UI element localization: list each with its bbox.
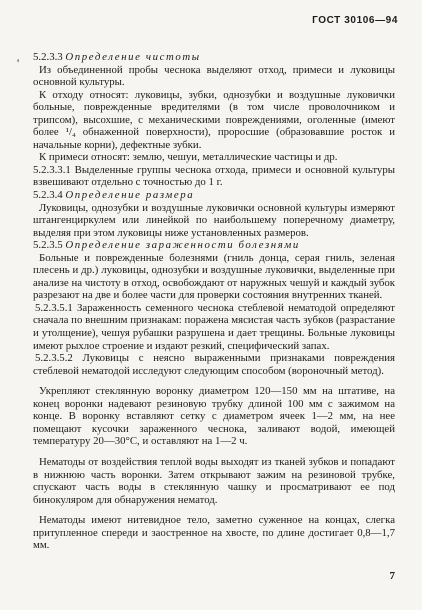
paragraph: Укрепляют стеклянную воронку диаметром 120—150 мм на штативе, на конец воронки надевают резиновую трубку длиной 100 мм с зажимом на конце. В воронку вставляют сетку с диаметром ячеек 1—2 мм, на нее помещают кусочки зараженного чеснока, заливают водой, имеющей температуру 20—30°C, и оставляют на 1—2 ч.	[33, 385, 395, 448]
section-heading-purity	[33, 51, 395, 64]
paragraph: К примеси относят: землю, чешуи, металлические частицы и др.	[39, 151, 338, 164]
paragraph: К отходу относят: луковицы, зубки, однозубки и воздушные луковички больные, поврежденные вредителями (в том числе проволочником и трипсом), высохшие, с механическими повреждениями, оголенные (имеют более ¹/₄ обнаженной поверхности), проросшие (образовавшие росток и начальные корни), дефектные зубки.	[33, 88, 395, 151]
paragraph: 5.2.3.5.2 Луковицы с неясно выраженными признаками повреждения стеблевой нематодой исследуют следующим способом (вороночный метод).	[33, 352, 395, 377]
paragraph: Из объединенной пробы чеснока выделяют отход, примеси и луковицы основной культуры.	[33, 63, 395, 89]
paragraph: 5.2.3.3.1 Выделенные группы чеснока отхода, примеси и основной культуры взвешивают отдельно с точностью до 1 г.	[33, 163, 395, 189]
section-title: Определение чистоты	[65, 51, 201, 63]
margin-mark: '	[17, 56, 20, 70]
section-heading-size	[33, 189, 395, 202]
section-number: 5.2.3.5	[33, 239, 66, 252]
paragraph: Нематоды от воздействия теплой воды выходят из тканей зубков и попадают в нижнюю часть воронки. Затем открывают зажим на резиновой трубке, спускают часть воды в стеклянную чашку и просматривают ее под бинокуляром для обнаружения нематод.	[33, 455, 395, 506]
standard-header: ГОСТ 30106—94	[312, 15, 398, 26]
section-number: 5.2.3.4	[33, 189, 66, 202]
document-body	[33, 51, 395, 552]
section-number: 5.2.3.3	[33, 51, 66, 63]
paragraph: 5.2.3.5.1 Зараженность семенного чеснока стеблевой нематодой определяют сначала по внешним признакам: поражена мясистая часть зубков (разрастание и утолщение), чешуя рубашки разрушена и дает трещины. Больные луковицы имеют рыхлое строение и издают резкий, специфический запах.	[33, 301, 395, 352]
paragraph: Больные и поврежденные болезнями (гниль донца, серая гниль, зеленая плесень и др.) луковицы, однозубки и воздушные луковички, выделенные при анализе на чистоту в отход, освобождают от наружных чешуй и каждый зубок разрезают на две и более части для проверки состояния внутренних тканей.	[33, 251, 395, 302]
paragraph-gap	[33, 377, 395, 385]
section-title: Определение размера	[65, 189, 195, 202]
paragraph: Луковицы, однозубки и воздушные луковички основной культуры измеряют штангенциркулем или линейкой по наибольшему поперечному диаметру, выделяя при этом луковицы ниже установленных размеров.	[33, 201, 395, 239]
section-heading-disease	[33, 239, 395, 252]
page-number: 7	[389, 570, 395, 582]
paragraph: Нематоды имеют нитевидное тело, заметно суженное на концах, слегка притупленное спереди и заостренное на хвосте, по длине достигает 0,8—1,7 мм.	[33, 514, 395, 552]
section-title: Определение зараженности болезнями	[65, 239, 300, 252]
paragraph-gap	[33, 506, 395, 514]
paragraph-gap	[33, 448, 395, 456]
